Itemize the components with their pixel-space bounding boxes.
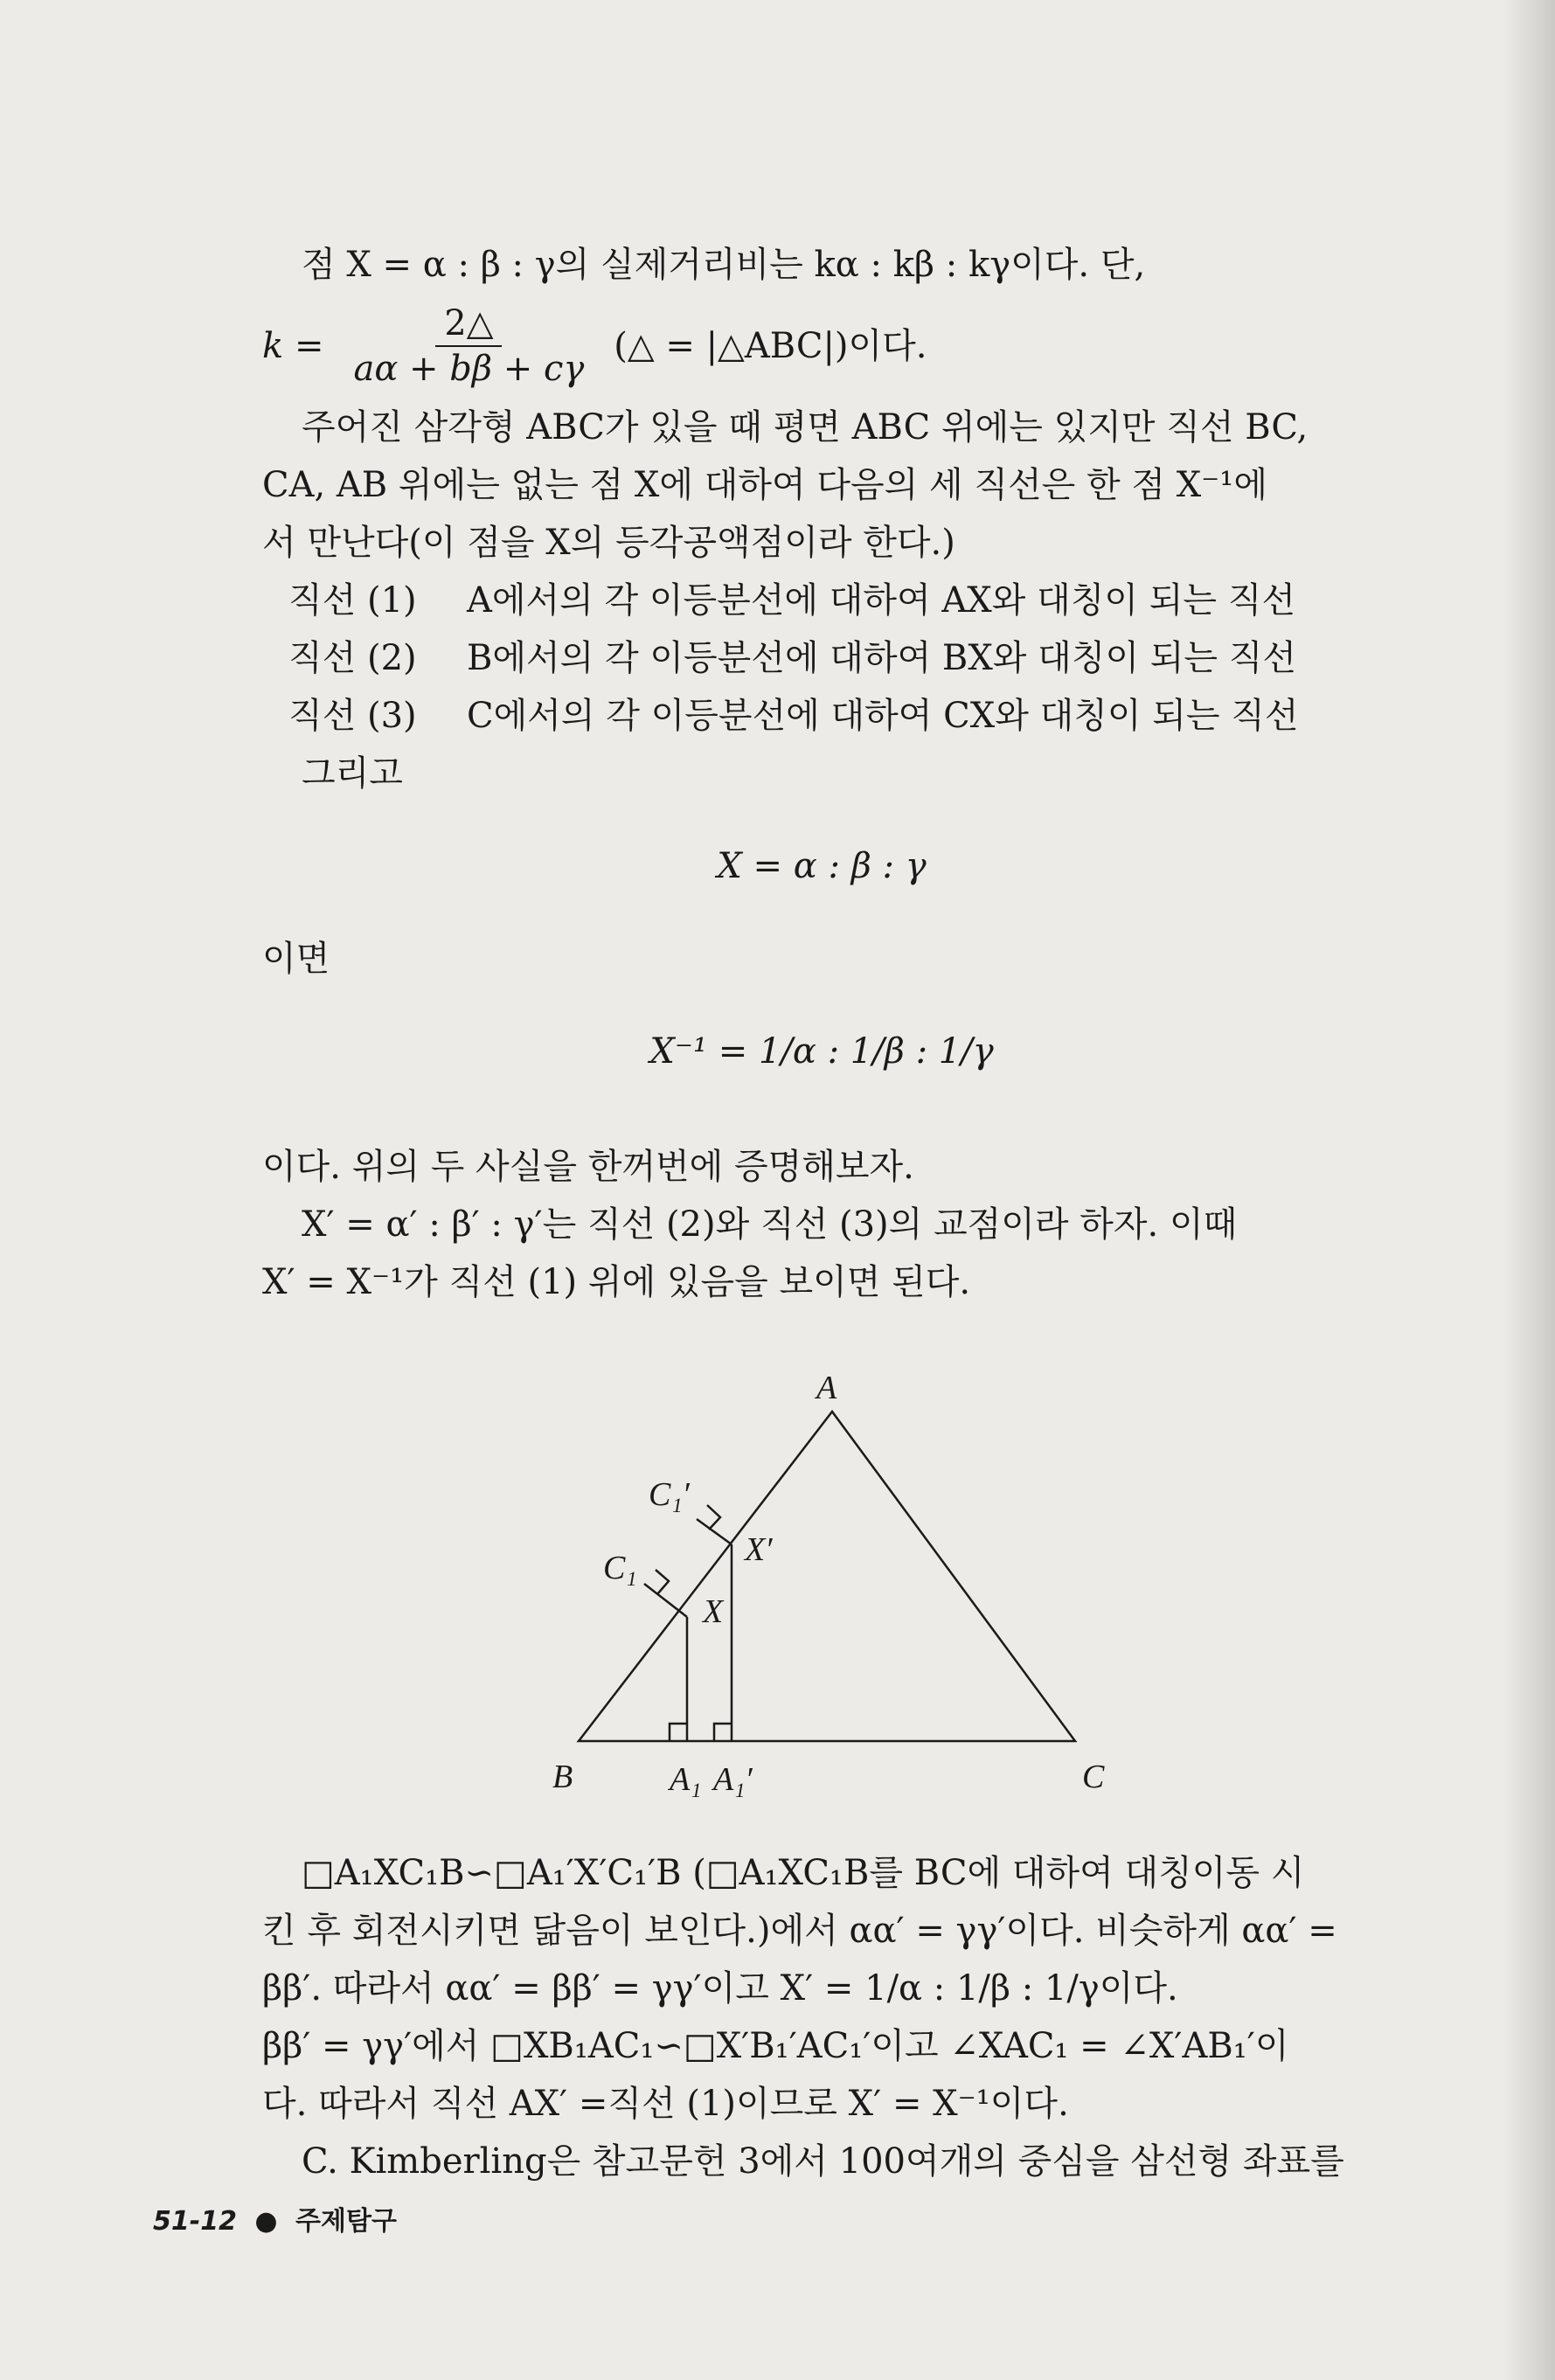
k-fraction bbox=[344, 302, 593, 391]
k-definition bbox=[262, 294, 1381, 399]
label-a1: A₁ bbox=[670, 1761, 702, 1798]
paragraph-proof-intro: 이다. 위의 두 사실을 한꺼번에 증명해보자. bbox=[262, 1147, 914, 1187]
line-3-label: 직선 (3) bbox=[288, 696, 417, 736]
label-c1-prime: C₁′ bbox=[649, 1476, 690, 1513]
paragraph-isogonal-l1: 주어진 삼각형 ABC가 있을 때 평면 ABC 위에는 있지만 직선 BC, bbox=[302, 407, 1309, 448]
paragraph-kimberling: C. Kimberling은 참고문헌 3에서 100여개의 중심을 삼선형 좌표를 bbox=[302, 2141, 1344, 2182]
label-b: B bbox=[552, 1759, 573, 1795]
label-x: X bbox=[703, 1593, 724, 1630]
page-number: 51-12 bbox=[153, 2206, 237, 2237]
paragraph-xprime-l2: X′ = X⁻¹가 직선 (1) 위에 있음을 보이면 된다. bbox=[262, 1262, 971, 1302]
triangle-figure bbox=[262, 1311, 1381, 1844]
paragraph-conclusion-l2: 다. 따라서 직선 AX′ =직선 (1)이므로 X′ = X⁻¹이다. bbox=[262, 2084, 1069, 2124]
equation-x: X = α : β : γ bbox=[717, 846, 927, 886]
equation-x-inverse: X⁻¹ = 1/α : 1/β : 1/γ bbox=[649, 1031, 994, 1072]
right-angle-a1 bbox=[670, 1724, 687, 1741]
label-c1: C₁ bbox=[603, 1550, 637, 1586]
k-denominator: aα + bβ + cγ bbox=[353, 349, 585, 389]
line-1-label: 직선 (1) bbox=[288, 580, 417, 621]
and-word: 그리고 bbox=[302, 753, 403, 794]
triangle-diagram bbox=[516, 1311, 1128, 1835]
paragraph-similarity-l1: □A₁XC₁B∽□A₁′X′C₁′B (□A₁XC₁B를 BC에 대하여 대칭이동 시 bbox=[302, 1853, 1305, 1893]
paragraph-similarity-l3: ββ′. 따라서 αα′ = ββ′ = γγ′이고 X′ = 1/α : 1/β : 1/γ이다. bbox=[262, 1968, 1178, 2009]
right-angle-c1p bbox=[707, 1505, 720, 1530]
line-2-label: 직선 (2) bbox=[288, 638, 417, 678]
page-body bbox=[262, 236, 1381, 2190]
triangle-abc bbox=[579, 1412, 1075, 1741]
paragraph-xprime-l1: X′ = α′ : β′ : γ′는 직선 (2)와 직선 (3)의 교점이라 하자. 이때 bbox=[302, 1204, 1238, 1245]
segment-x-c1 bbox=[644, 1584, 687, 1617]
paragraph-distance-ratio: 점 X = α : β : γ의 실제거리비는 kα : kβ : kγ이다. 단, bbox=[302, 245, 1146, 285]
k-equals: k = bbox=[262, 326, 324, 366]
paragraph-isogonal-l2: CA, AB 위에는 없는 점 X에 대하여 다음의 세 직선은 한 점 X⁻¹에 bbox=[262, 465, 1267, 505]
label-x-prime: X′ bbox=[745, 1531, 773, 1568]
line-3-definition bbox=[262, 687, 1381, 745]
k-numerator: 2△ bbox=[435, 302, 502, 347]
footer-topic: 주제탐구 bbox=[295, 2206, 397, 2237]
label-c: C bbox=[1082, 1759, 1105, 1795]
label-a1-prime: A₁′ bbox=[713, 1761, 753, 1798]
line-1-definition bbox=[262, 572, 1381, 629]
k-tail: (△ = |△ABC|)이다. bbox=[614, 326, 927, 366]
right-angle-a1p bbox=[714, 1724, 732, 1741]
right-angle-c1 bbox=[656, 1570, 669, 1594]
page-edge-shadow bbox=[1503, 0, 1555, 2380]
line-3-text: C에서의 각 이등분선에 대하여 CX와 대칭이 되는 직선 bbox=[467, 696, 1299, 736]
line-2-definition bbox=[262, 629, 1381, 687]
line-2-text: B에서의 각 이등분선에 대하여 BX와 대칭이 되는 직선 bbox=[467, 638, 1297, 678]
bullet-icon: ● bbox=[254, 2206, 278, 2237]
then-word: 이면 bbox=[262, 939, 330, 979]
paragraph-conclusion-l1: ββ′ = γγ′에서 □XB₁AC₁∽□X′B₁′AC₁′이고 ∠XAC₁ = ∠X′AB₁′이 bbox=[262, 2026, 1289, 2066]
page-footer bbox=[153, 2199, 397, 2238]
paragraph-isogonal-l3: 서 만난다(이 점을 X의 등각공액점이라 한다.) bbox=[262, 523, 955, 563]
label-a: A bbox=[816, 1370, 837, 1406]
line-1-text: A에서의 각 이등분선에 대하여 AX와 대칭이 되는 직선 bbox=[467, 580, 1296, 621]
paragraph-similarity-l2: 킨 후 회전시키면 닮음이 보인다.)에서 αα′ = γγ′이다. 비슷하게 αα′ = bbox=[262, 1911, 1337, 1951]
